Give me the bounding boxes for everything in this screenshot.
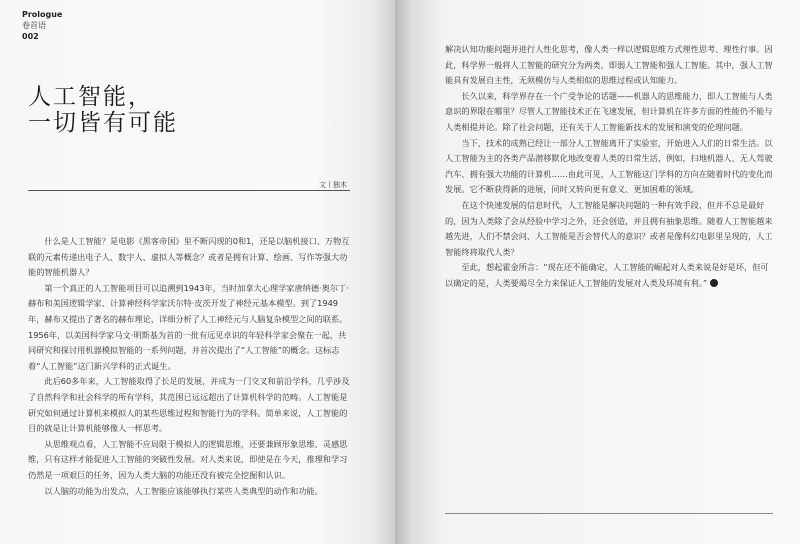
paragraph: 什么是人工智能？是电影《黑客帝国》里不断闪现的0和1，还是以脑机接口、万物互联的元素传递出电子人、数字人、虚拟人等概念？或者是拥有计算、绘画、写作等强大功能的智能机器人？ [28, 236, 350, 278]
title-line-1: 人工智能， [28, 84, 153, 110]
paragraph: 从思维观点看，人工智能不应局限于模拟人的逻辑思维，还要兼顾形象思维、灵感思维，只有这样才能促进人工智能的突破性发展。对人类来说，即使是在今天，推理和学习仍然是一项艰巨的任务，因为人类大脑的功能还没有被完全挖掘和认识。 [28, 438, 348, 480]
section-label-cn: 卷首语 [22, 21, 46, 30]
left-page [0, 0, 395, 544]
section-label: Prologue [22, 10, 63, 19]
right-body-text [445, 42, 775, 292]
paragraph: 当下，技术的成熟已经让一部分人工智能离开了实验室，开始进入人们的日常生活。以人工智能为主的各类产品潜移默化地改变着人类的日常生活，例如，扫地机器人、无人驾驶汽车、拥有强大功能的计算机……由此可见，人工智能这门学科的方向在随着时代的变化而发展。它不断获得新的进展，同时又转向更有意义、更加困难的领域。 [445, 137, 773, 195]
title-line-2: 一切皆有可能 [28, 110, 178, 136]
bottom-divider [445, 513, 773, 514]
paragraph: 解决认知功能问题并进行人性化思考，像人类一样以逻辑思维方式理性思考、理性行事。因此，科学界一般将人工智能的研究分为两类，即弱人工智能和强人工智能。其中，强人工智能具有发展自主性，无须模仿与人类相似的思维过程或认知能力。 [445, 44, 773, 86]
left-body-text [28, 234, 352, 499]
byline: 文丨独木 [319, 181, 347, 189]
paragraph: 在这个快速发展的信息时代，人工智能是解决问题的一种有效手段，但并不总是最好的，因为人类除了会从经验中学习之外，还会创造，并且拥有抽象思维。随着人工智能越来越先进，人们不禁会问，人工智能是否会替代人的意识？或者是像科幻电影里呈现的，人工智能终将取代人类？ [445, 199, 773, 257]
title-divider [28, 190, 350, 191]
paragraph-text: 至此，想起霍金所言：“现在还不能确定，人工智能的崛起对人类来说是好是坏，但可以确定的是，人类要竭尽全力来保证人工智能的发展对人类及环境有利。” [445, 262, 769, 288]
page-number: 002 [22, 32, 39, 41]
article-title [28, 84, 178, 136]
page-header [22, 9, 62, 42]
paragraph: 第一个真正的人工智能项目可以追溯到1943年，当时加拿大心理学家唐纳德·奥尔丁·赫布和美国逻辑学家、计算神经科学家沃尔特·皮茨开发了神经元基本模型。到了1949年，赫布又提出了著名的赫布理论，详细分析了人工神经元与人脑复杂模型之间的联系。1956年，以美国科学家马文·明斯基为首的一批有远见卓识的年轻科学家会聚在一起，共同研究和探讨用机器模拟智能的一系列问题，并首次提出了“人工智能”的概念。这标志着“人工智能”这门新兴学科的正式诞生。 [28, 282, 349, 371]
paragraph: 长久以来，科学界存在一个广受争论的话题——机器人的思维能力，即人工智能与人类意识的界限在哪里？尽管人工智能技术正在飞速发展，但计算机在许多方面的性能仍不能与人类相提并论。除了社会问题，还有关于人工智能新技术的发展和演变的伦理问题。 [445, 90, 773, 132]
end-mark-icon [710, 279, 718, 287]
paragraph-last [445, 260, 775, 291]
paragraph: 此后60多年来，人工智能取得了长足的发展，并成为一门交叉和前沿学科，几乎涉及了自然科学和社会科学的所有学科，其范围已远远超出了计算机科学的范畴。人工智能是研究如何通过计算机来模拟人的某些思维过程和智能行为的学科。简单来说，人工智能的目的就是让计算机能够像人一样思考。 [28, 376, 350, 434]
paragraph: 以人脑的功能为出发点，人工智能应该能够执行某些人类典型的动作和功能。 [44, 485, 323, 496]
